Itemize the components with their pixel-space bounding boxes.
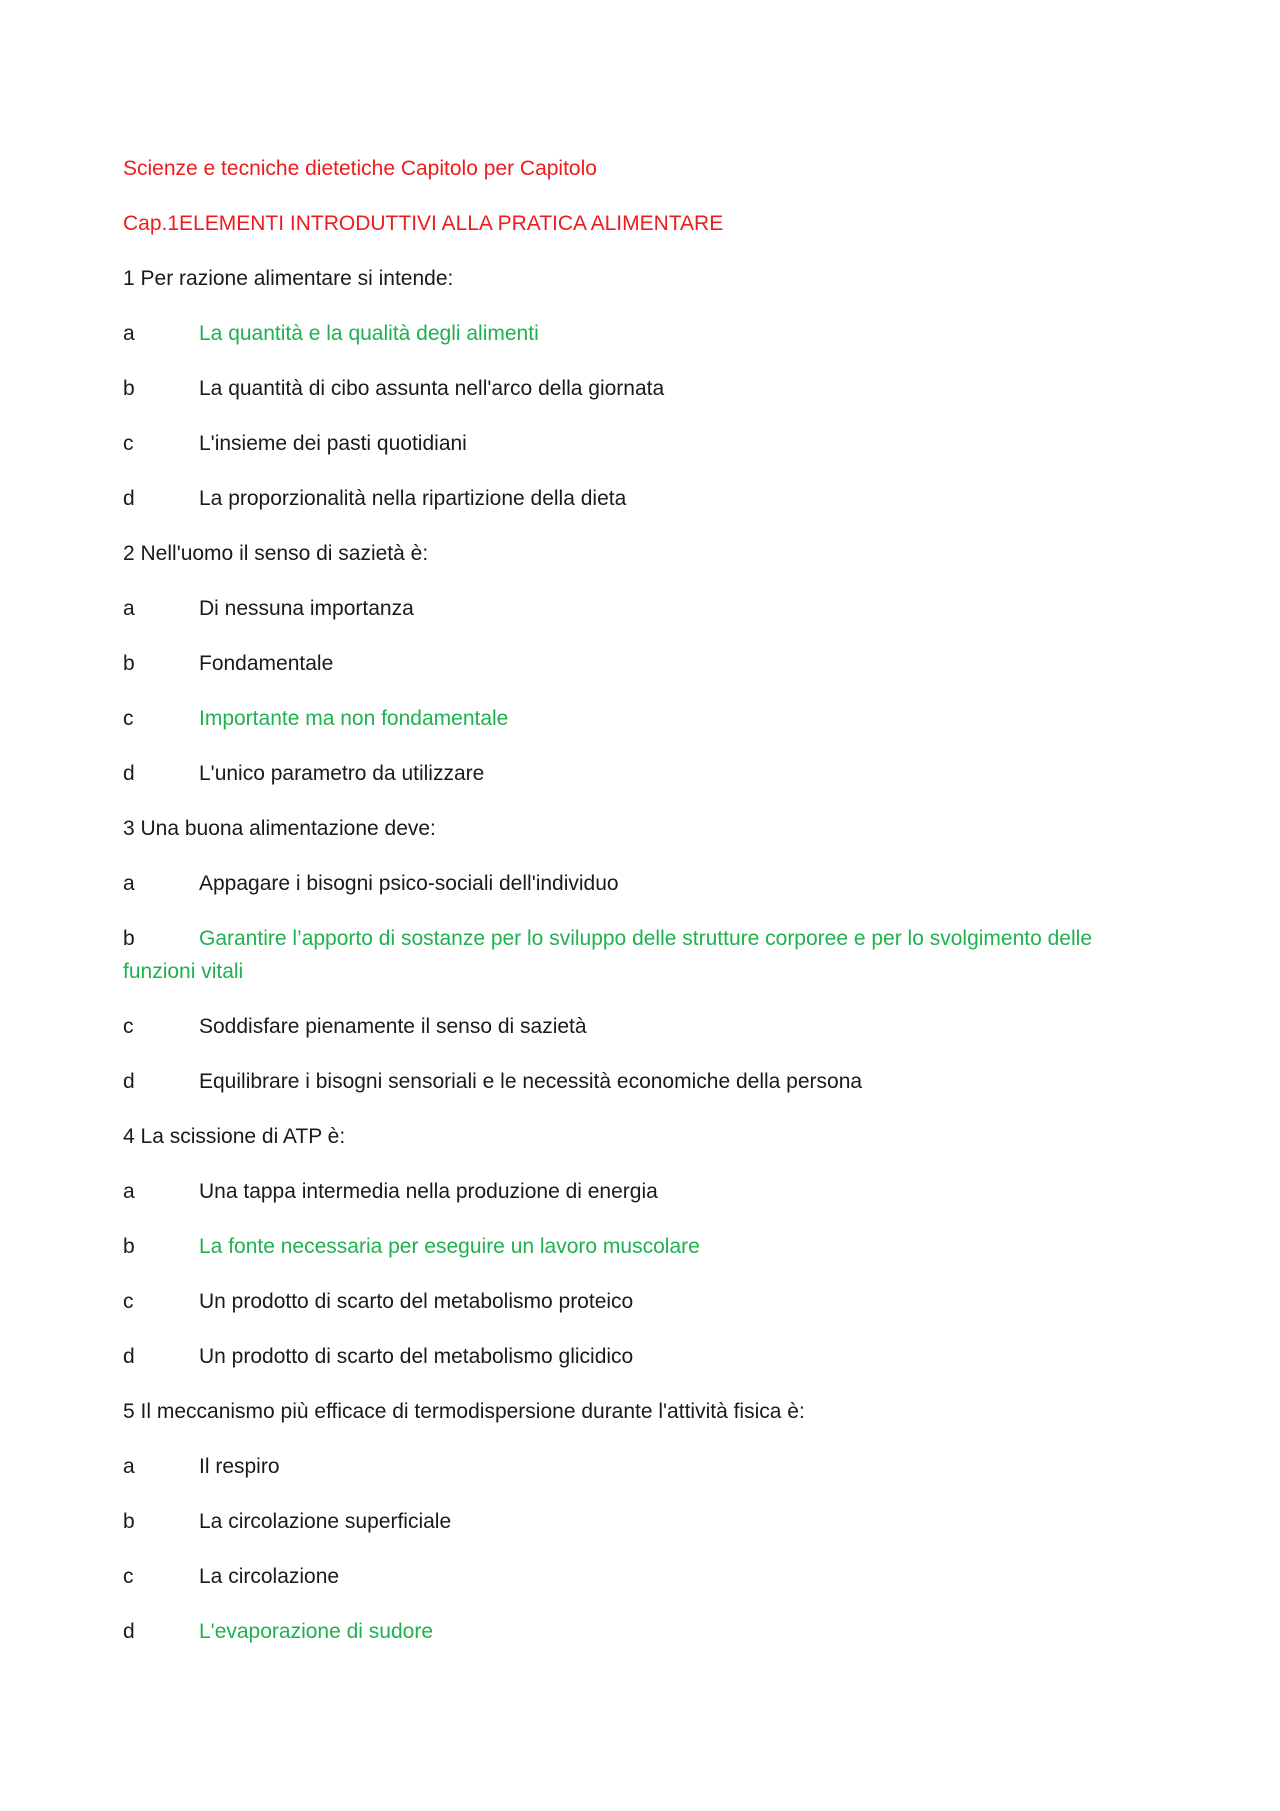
option-text: Soddisfare pienamente il senso di sazietà <box>199 1015 587 1038</box>
answer-option <box>123 757 1158 790</box>
document-page <box>123 152 1158 1670</box>
option-text: Un prodotto di scarto del metabolismo glicidico <box>199 1345 634 1368</box>
answer-option <box>123 1450 1158 1483</box>
answer-option <box>123 702 1158 735</box>
option-text: Equilibrare i bisogni sensoriali e le necessità economiche della persona <box>199 1070 863 1093</box>
answer-option <box>123 427 1158 460</box>
option-letter: b <box>123 1235 135 1258</box>
option-text-correct: L'evaporazione di sudore <box>199 1620 434 1643</box>
option-text-correct: La fonte necessaria per eseguire un lavoro muscolare <box>199 1235 700 1258</box>
option-letter: c <box>123 432 134 455</box>
option-text: Fondamentale <box>199 652 334 675</box>
question-3: 3 Una buona alimentazione deve: <box>123 817 436 840</box>
option-letter: b <box>123 927 135 950</box>
answer-option <box>123 372 1158 405</box>
option-letter: c <box>123 1290 134 1313</box>
option-letter: b <box>123 652 135 675</box>
answer-option <box>123 1505 1158 1538</box>
answer-option <box>123 922 1158 988</box>
option-letter: c <box>123 707 134 730</box>
answer-option <box>123 482 1158 515</box>
option-letter: c <box>123 1565 134 1588</box>
answer-option <box>123 592 1158 625</box>
option-letter: d <box>123 487 135 510</box>
option-letter: a <box>123 1455 135 1478</box>
answer-option <box>123 1230 1158 1263</box>
option-letter: a <box>123 322 135 345</box>
option-text: La quantità di cibo assunta nell'arco della giornata <box>199 377 665 400</box>
question-5: 5 Il meccanismo più efficace di termodispersione durante l'attività fisica è: <box>123 1400 805 1423</box>
option-text-correct: Garantire l’apporto di sostanze per lo sviluppo delle strutture corporee e per lo svolgimento delle funzioni vitali <box>123 927 1092 983</box>
option-text: Di nessuna importanza <box>199 597 414 620</box>
option-text: Un prodotto di scarto del metabolismo proteico <box>199 1290 634 1313</box>
option-letter: d <box>123 1070 135 1093</box>
answer-option <box>123 1285 1158 1318</box>
option-text: La proporzionalità nella ripartizione della dieta <box>199 487 627 510</box>
option-text: Il respiro <box>199 1455 280 1478</box>
option-text: L'unico parametro da utilizzare <box>199 762 485 785</box>
answer-option <box>123 1615 1158 1648</box>
option-letter: c <box>123 1015 134 1038</box>
question-1: 1 Per razione alimentare si intende: <box>123 267 454 290</box>
option-letter: d <box>123 1620 135 1643</box>
answer-option <box>123 867 1158 900</box>
option-letter: d <box>123 1345 135 1368</box>
option-letter: a <box>123 597 135 620</box>
option-letter: a <box>123 872 135 895</box>
option-text: Una tappa intermedia nella produzione di energia <box>199 1180 658 1203</box>
option-letter: b <box>123 377 135 400</box>
answer-option <box>123 1065 1158 1098</box>
answer-option <box>123 1560 1158 1593</box>
answer-option <box>123 317 1158 350</box>
question-4: 4 La scissione di ATP è: <box>123 1125 346 1148</box>
option-letter: b <box>123 1510 135 1533</box>
question-2: 2 Nell'uomo il senso di sazietà è: <box>123 542 429 565</box>
answer-option <box>123 1340 1158 1373</box>
chapter-heading: Cap.1ELEMENTI INTRODUTTIVI ALLA PRATICA ALIMENTARE <box>123 212 724 235</box>
option-text: La circolazione <box>199 1565 340 1588</box>
option-text: Appagare i bisogni psico-sociali dell'individuo <box>199 872 619 895</box>
answer-option <box>123 1175 1158 1208</box>
option-text-correct: La quantità e la qualità degli alimenti <box>199 322 539 345</box>
document-title: Scienze e tecniche dietetiche Capitolo per Capitolo <box>123 157 597 180</box>
option-letter: d <box>123 762 135 785</box>
option-letter: a <box>123 1180 135 1203</box>
option-text-correct: Importante ma non fondamentale <box>199 707 509 730</box>
answer-option <box>123 647 1158 680</box>
answer-option <box>123 1010 1158 1043</box>
option-text: La circolazione superficiale <box>199 1510 452 1533</box>
option-text: L'insieme dei pasti quotidiani <box>199 432 467 455</box>
